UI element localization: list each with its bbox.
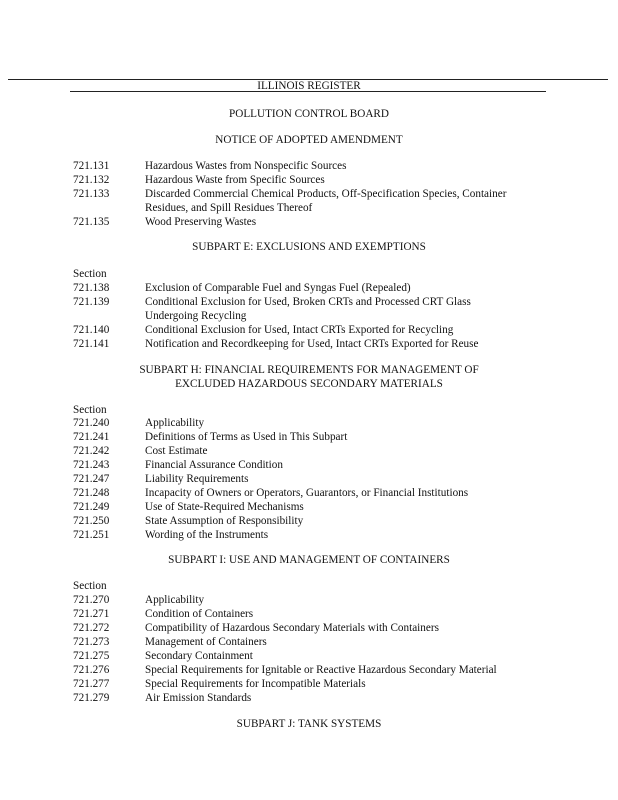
section-number: 721.276 (73, 664, 110, 676)
section-title: Condition of Containers (145, 608, 254, 620)
section-title: Management of Containers (145, 636, 267, 648)
section-label: Section (73, 580, 107, 592)
section-number: 721.249 (73, 501, 110, 513)
board-title: POLLUTION CONTROL BOARD (229, 108, 389, 120)
section-row (73, 593, 553, 607)
subpart-heading: SUBPART H: FINANCIAL REQUIREMENTS FOR MANAGEMENT OF (139, 364, 479, 376)
section-title: Definitions of Terms as Used in This Subpart (145, 431, 348, 443)
section-number: 721.250 (73, 515, 110, 527)
section-title: Conditional Exclusion for Used, Broken CRTs and Processed CRT Glass (145, 296, 471, 308)
section-number: 721.243 (73, 459, 110, 471)
section-number: 721.131 (73, 160, 110, 172)
section-number: 721.240 (73, 417, 110, 429)
section-number: 721.270 (73, 594, 110, 606)
section-number: 721.247 (73, 473, 110, 485)
section-label: Section (73, 268, 107, 280)
section-title: Wood Preserving Wastes (145, 216, 257, 228)
section-title: Compatibility of Hazardous Secondary Materials with Containers (145, 622, 439, 634)
section-number: 721.272 (73, 622, 110, 634)
notice-title: NOTICE OF ADOPTED AMENDMENT (215, 134, 403, 146)
section-title: Hazardous Waste from Specific Sources (145, 174, 325, 186)
section-row (73, 691, 553, 705)
section-title: Liability Requirements (145, 473, 249, 485)
section-row (73, 444, 553, 458)
section-row (73, 159, 553, 173)
section-row (73, 430, 553, 444)
section-row (73, 607, 553, 621)
section-number: 721.132 (73, 174, 110, 186)
section-number: 721.275 (73, 650, 110, 662)
section-title: Hazardous Wastes from Nonspecific Sources (145, 160, 347, 172)
subpart-heading: EXCLUDED HAZARDOUS SECONDARY MATERIALS (175, 378, 443, 390)
section-title: Notification and Recordkeeping for Used, Intact CRTs Exported for Reuse (145, 338, 479, 350)
section-number: 721.140 (73, 324, 110, 336)
section-row (73, 472, 553, 486)
section-number: 721.133 (73, 188, 110, 200)
section-title: Financial Assurance Condition (145, 459, 283, 471)
section-row (73, 323, 553, 337)
section-number: 721.277 (73, 678, 110, 690)
section-title: State Assumption of Responsibility (145, 515, 304, 527)
section-title: Special Requirements for Ignitable or Reactive Hazardous Secondary Material (145, 664, 497, 676)
section-title: Undergoing Recycling (145, 310, 247, 322)
subpart-heading: SUBPART I: USE AND MANAGEMENT OF CONTAINERS (168, 554, 450, 566)
section-row (73, 500, 553, 514)
section-number: 721.141 (73, 338, 110, 350)
section-number: 721.273 (73, 636, 110, 648)
section-number: 721.279 (73, 692, 110, 704)
section-title: Use of State-Required Mechanisms (145, 501, 304, 513)
section-title: Applicability (145, 417, 205, 429)
section-number: 721.138 (73, 282, 110, 294)
section-row (73, 649, 553, 663)
section-number: 721.271 (73, 608, 110, 620)
section-row (73, 528, 553, 542)
section-row (73, 416, 553, 430)
subpart-heading: SUBPART E: EXCLUSIONS AND EXEMPTIONS (192, 241, 426, 253)
section-number: 721.242 (73, 445, 110, 457)
section-title: Wording of the Instruments (145, 529, 269, 541)
section-row (73, 187, 553, 215)
section-row (73, 173, 553, 187)
section-row (73, 514, 553, 528)
section-row (73, 677, 553, 691)
section-number: 721.241 (73, 431, 110, 443)
section-row (73, 621, 553, 635)
section-title: Incapacity of Owners or Operators, Guarantors, or Financial Institutions (145, 487, 469, 499)
section-row (73, 281, 553, 295)
section-row (73, 337, 553, 351)
section-row (73, 486, 553, 500)
section-row (73, 215, 553, 229)
section-number: 721.248 (73, 487, 110, 499)
register-title: ILLINOIS REGISTER (257, 80, 361, 92)
section-number: 721.135 (73, 216, 110, 228)
section-title: Applicability (145, 594, 205, 606)
section-title: Exclusion of Comparable Fuel and Syngas Fuel (Repealed) (145, 282, 411, 294)
section-number: 721.251 (73, 529, 110, 541)
section-title: Discarded Commercial Chemical Products, Off-Specification Species, Container (145, 188, 507, 200)
section-label: Section (73, 404, 107, 416)
section-title: Secondary Containment (145, 650, 253, 662)
section-row (73, 295, 553, 323)
section-title: Residues, and Spill Residues Thereof (145, 202, 313, 214)
section-title: Air Emission Standards (145, 692, 252, 704)
subpart-heading: SUBPART J: TANK SYSTEMS (236, 718, 382, 730)
section-number: 721.139 (73, 296, 110, 308)
section-title: Cost Estimate (145, 445, 208, 457)
section-row (73, 458, 553, 472)
section-title: Special Requirements for Incompatible Materials (145, 678, 366, 690)
section-row (73, 635, 553, 649)
section-title: Conditional Exclusion for Used, Intact CRTs Exported for Recycling (145, 324, 454, 336)
section-row (73, 663, 553, 677)
